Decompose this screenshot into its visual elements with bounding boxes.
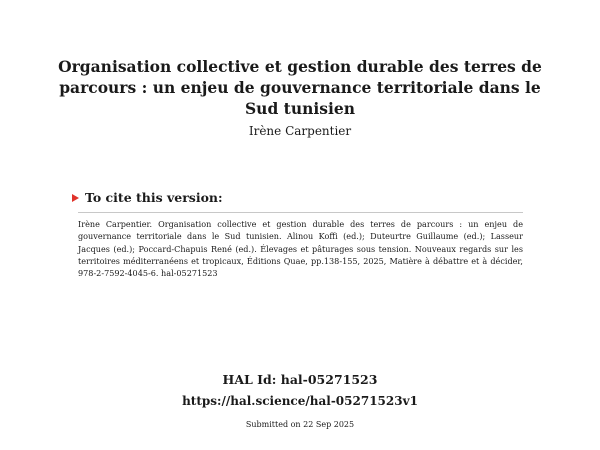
hal-url-link[interactable]: https://hal.science/hal-05271523v1 bbox=[182, 394, 418, 408]
hal-id: HAL Id: hal-05271523 bbox=[222, 372, 378, 387]
submission-date: Submitted on 22 Sep 2025 bbox=[245, 420, 355, 429]
citation-text: Irène Carpentier. Organisation collective et gestion durable des terres de parcours : un enjeu de gouvernance territoriale dans le Sud tunisien. Alinou Koffi (ed.); Duteurtre Guillaume (ed.); Lasseur Jacques (ed.); Poccard-Chapuis René (ed.). Élevages et pâturages sous tension. Nouveaux regards sur les territoires méditerranéens et tropicaux, Éditions Quae, pp.138-155, 2025, Matière à débattre et à décider, 978-2-7592-4045-6. hal-05271523 bbox=[78, 212, 523, 279]
document-author: Irène Carpentier bbox=[248, 124, 352, 138]
cite-heading-label: To cite this version: bbox=[85, 190, 223, 205]
triangle-right-icon bbox=[72, 194, 79, 202]
document-title: Organisation collective et gestion durable des terres de parcours : un enjeu de gouvernance territoriale dans le Sud tunisien bbox=[58, 57, 542, 118]
cite-heading bbox=[72, 190, 223, 205]
